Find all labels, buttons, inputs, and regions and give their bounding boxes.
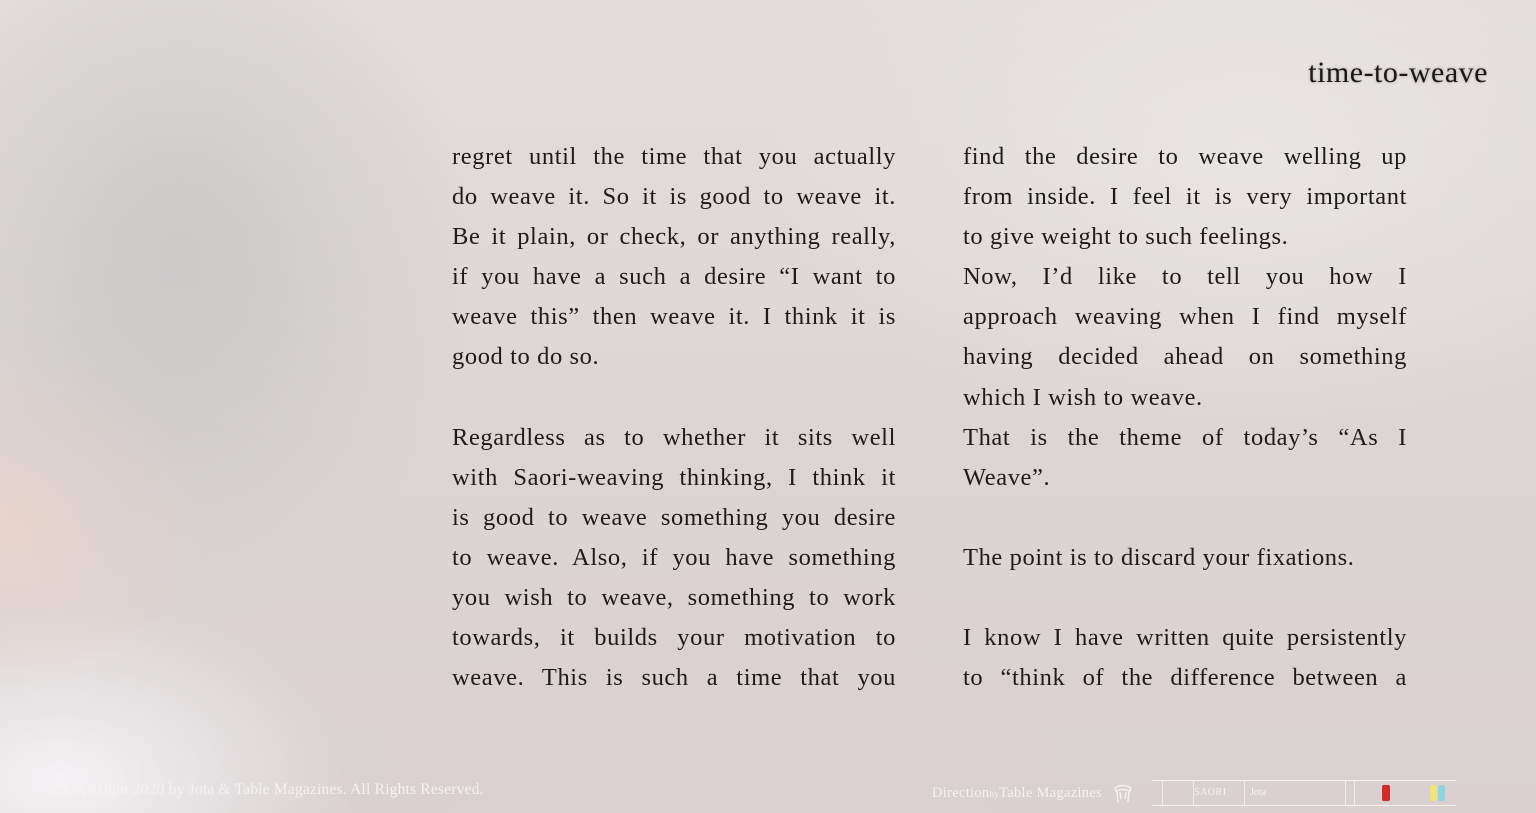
article-line: Be it plain, or check, or anything really, (452, 223, 896, 251)
article-line: if you have a such a desire “I want to (452, 263, 896, 291)
article-line: good to do so. (452, 343, 600, 371)
article-line: with Saori-weaving thinking, I think it (452, 463, 896, 491)
article-line: Now, I’d like to tell you how I (963, 263, 1407, 291)
article-line: approach weaving when I find myself (963, 303, 1407, 331)
jota-label: Jota (1250, 787, 1267, 798)
article-line: to weave. Also, if you have something (452, 543, 896, 571)
article-column-right (963, 137, 1407, 698)
footer-credits (932, 780, 1456, 806)
article-line: towards, it builds your motivation to (452, 624, 896, 652)
direction-credit[interactable] (932, 785, 1102, 802)
direction-name: Table Magazines (999, 784, 1103, 801)
copyright-text: © Copyright 2020 by Jota & Table Magazines. All Rights Reserved. (48, 781, 484, 798)
article-line: Weave”. (963, 463, 1051, 491)
article-line: That is the theme of today’s “As I (963, 423, 1407, 451)
article-line: The point is to discard your fixations. (963, 543, 1355, 571)
article-line: weave. This is such a time that you (452, 664, 896, 692)
saori-label: SAORI (1194, 787, 1227, 798)
article-line (452, 378, 896, 418)
article-column-left (452, 137, 896, 698)
chair-icon (1112, 782, 1134, 804)
article-line: you wish to weave, something to work (452, 584, 896, 612)
article-line: from inside. I feel it is very important (963, 183, 1407, 211)
site-logo[interactable]: time-to-weave (1308, 56, 1488, 89)
article-line: weave this” then weave it. I think it is (452, 303, 896, 331)
thread-spool-icon (1430, 785, 1437, 801)
article-line: to give weight to such feelings. (963, 223, 1289, 251)
thread-spool-icon (1382, 785, 1390, 801)
article-line: I know I have written quite persistently (963, 624, 1407, 652)
article-line: which I wish to weave. (963, 383, 1203, 411)
direction-label: Direction (932, 784, 990, 801)
direction-by-label: by (989, 788, 1000, 799)
article-line: do weave it. So it is good to weave it. (452, 183, 896, 211)
partner-banner[interactable] (1152, 780, 1456, 806)
article-line (963, 498, 1407, 538)
article-line: Regardless as to whether it sits well (452, 423, 896, 451)
article-line: find the desire to weave welling up (963, 143, 1407, 170)
article-line (963, 578, 1407, 618)
article-line: having decided ahead on something (963, 343, 1407, 371)
article-line: regret until the time that you actually (452, 143, 896, 170)
article-line: to “think of the difference between a (963, 664, 1407, 692)
thread-spool-icon (1438, 785, 1445, 801)
article-line: is good to weave something you desire (452, 503, 896, 531)
